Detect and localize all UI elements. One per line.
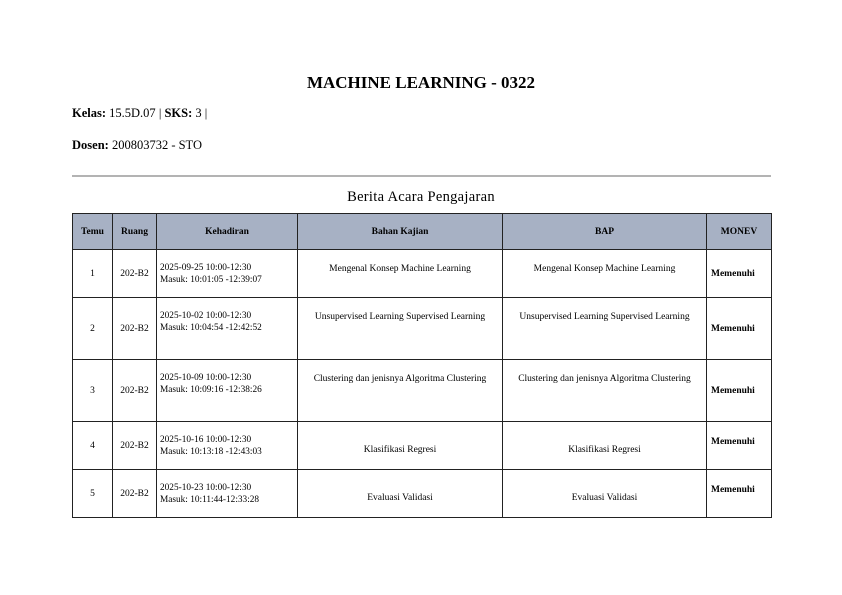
temu-cell: 1 [73,250,113,298]
masuk-text: Masuk: 10:13:18 -12:43:03 [160,447,262,457]
temu-cell: 4 [73,422,113,470]
table-row [73,360,772,422]
masuk-text: Masuk: 10:01:05 -12:39:07 [160,275,262,285]
bap-cell: Unsupervised Learning Supervised Learning [503,298,707,360]
temu-cell: 5 [73,470,113,518]
table-row [73,298,772,360]
table-header-row [73,214,772,250]
divider [72,175,771,177]
header-monev: MONEV [707,214,772,250]
jadwal-text: 2025-09-25 10:00-12:30 [160,263,252,273]
bahan-kajian-cell: Mengenal Konsep Machine Learning [298,250,503,298]
section-title: Berita Acara Pengajaran [347,189,495,205]
monev-cell: Memenuhi [707,298,772,360]
table-row [73,250,772,298]
bap-cell: Evaluasi Validasi [503,470,707,518]
temu-cell: 2 [73,298,113,360]
kelas-label: Kelas: [72,106,107,120]
kelas-value: 15.5D.07 [109,106,156,120]
ruang-cell: 202-B2 [113,470,157,518]
masuk-text: Masuk: 10:11:44-12:33:28 [160,495,260,505]
header-temu: Temu [73,214,113,250]
masuk-text: Masuk: 10:09:16 -12:38:26 [160,385,262,395]
temu-cell: 3 [73,360,113,422]
dosen-value: 200803732 - STO [111,138,202,152]
jadwal-text: 2025-10-02 10:00-12:30 [160,311,252,321]
kehadiran-cell [157,360,298,422]
ruang-cell: 202-B2 [113,422,157,470]
bahan-kajian-cell: Clustering dan jenisnya Algoritma Clustering [298,360,503,422]
kehadiran-cell [157,470,298,518]
jadwal-text: 2025-10-23 10:00-12:30 [160,483,252,493]
dosen-label: Dosen: [72,138,109,152]
attendance-table [72,213,772,518]
masuk-text: Masuk: 10:04:54 -12:42:52 [160,323,262,333]
table-row [73,470,772,518]
bahan-kajian-cell: Klasifikasi Regresi [298,422,503,470]
bap-cell: Clustering dan jenisnya Algoritma Clustering [503,360,707,422]
table-row [73,422,772,470]
jadwal-text: 2025-10-09 10:00-12:30 [160,373,252,383]
bap-cell: Mengenal Konsep Machine Learning [503,250,707,298]
bap-cell: Klasifikasi Regresi [503,422,707,470]
monev-cell: Memenuhi [707,422,772,470]
dosen-line [72,138,202,153]
header-kehadiran: Kehadiran [157,214,298,250]
jadwal-text: 2025-10-16 10:00-12:30 [160,435,252,445]
header-bahan-kajian: Bahan Kajian [298,214,503,250]
kehadiran-cell [157,250,298,298]
kehadiran-cell [157,422,298,470]
ruang-cell: 202-B2 [113,298,157,360]
monev-cell: Memenuhi [707,470,772,518]
monev-cell: Memenuhi [707,250,772,298]
sks-value: 3 | [195,106,208,120]
sks-label: SKS: [164,106,193,120]
ruang-cell: 202-B2 [113,360,157,422]
bahan-kajian-cell: Unsupervised Learning Supervised Learning [298,298,503,360]
header-ruang: Ruang [113,214,157,250]
ruang-cell: 202-B2 [113,250,157,298]
page-title: MACHINE LEARNING - 0322 [306,73,536,92]
kehadiran-cell [157,298,298,360]
monev-cell: Memenuhi [707,360,772,422]
kelas-line [72,106,207,121]
bahan-kajian-cell: Evaluasi Validasi [298,470,503,518]
separator: | [158,106,162,120]
header-bap: BAP [503,214,707,250]
